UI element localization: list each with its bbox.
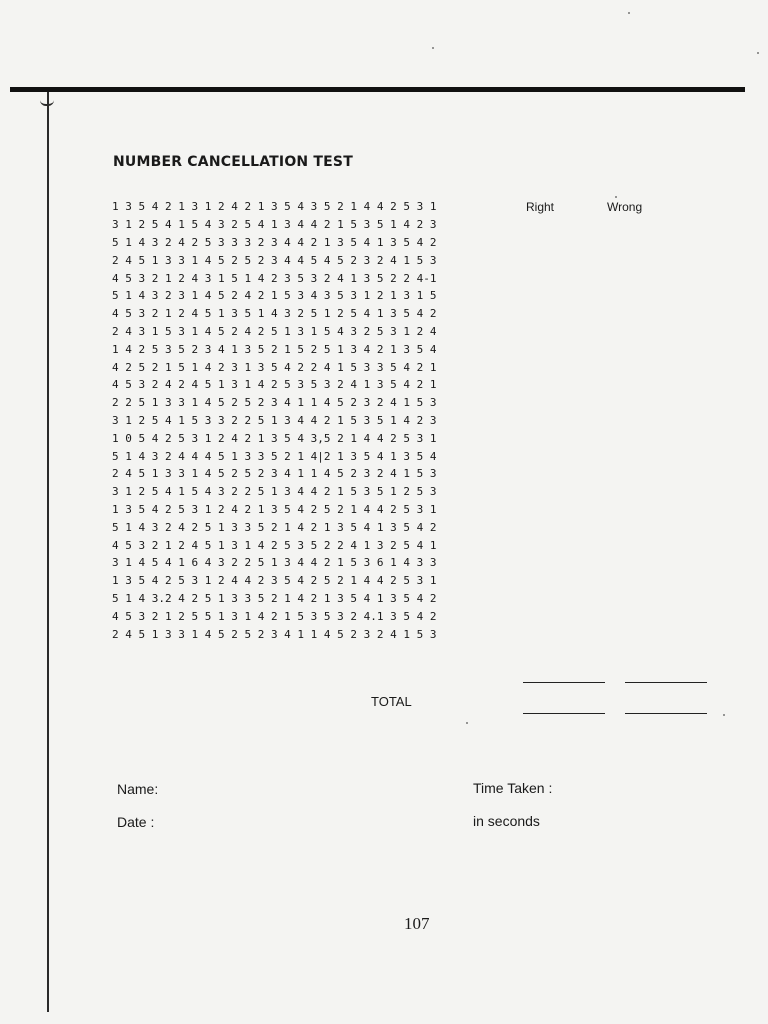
grid-row: 5 1 4 3 2 4 4 4 5 1 3 3 5 2 1 4|2 1 3 5 4 1 3 5 4: [112, 449, 437, 463]
wrong-score-blank[interactable]: [625, 682, 707, 683]
grid-row: 4 5 3 2 1 2 4 5 1 3 1 4 2 5 3 5 2 2 4 1 3 2 5 4 1: [112, 538, 437, 552]
grid-row: 2 4 5 1 3 3 1 4 5 2 5 2 3 4 1 1 4 5 2 3 2 4 1 5 3: [112, 467, 437, 481]
grid-row: 2 2 5 1 3 3 1 4 5 2 5 2 3 4 1 1 4 5 2 3 2 4 1 5 3: [112, 396, 437, 410]
seconds-label: in seconds: [473, 813, 540, 829]
grid-row: 4 5 3 2 1 2 4 5 1 3 5 1 4 3 2 5 1 2 5 4 1 3 5 4 2: [112, 307, 437, 321]
page-number: 107: [404, 914, 430, 933]
scan-speck: [615, 196, 617, 198]
grid-row: 3 1 2 5 4 1 5 4 3 2 5 4 1 3 4 4 2 1 5 3 5 1 4 2 3: [112, 218, 437, 232]
top-rule: [10, 87, 745, 92]
left-margin-line: [47, 92, 49, 1012]
wrong-total-blank[interactable]: [625, 713, 707, 714]
grid-row: 4 5 3 2 1 2 4 3 1 5 1 4 2 3 5 3 2 4 1 3 5 2 2 4-1: [112, 271, 437, 285]
scan-speck: [757, 52, 759, 54]
page-title: NUMBER CANCELLATION TEST: [113, 154, 353, 170]
date-label: Date :: [117, 814, 155, 830]
grid-row: 2 4 3 1 5 3 1 4 5 2 4 2 5 1 3 1 5 4 3 2 5 3 1 2 4: [112, 324, 437, 338]
right-score-blank[interactable]: [523, 682, 605, 683]
grid-row: 2 4 5 1 3 3 1 4 5 2 5 2 3 4 1 1 4 5 2 3 2 4 1 5 3: [112, 627, 437, 641]
scan-speck: [432, 47, 434, 49]
grid-row: 1 0 5 4 2 5 3 1 2 4 2 1 3 5 4 3,5 2 1 4 4 2 5 3 1: [112, 431, 437, 445]
grid-row: 4 2 5 2 1 5 1 4 2 3 1 3 5 4 2 2 4 1 5 3 3 5 4 2 1: [112, 360, 437, 374]
grid-row: 4 5 3 2 4 2 4 5 1 3 1 4 2 5 3 5 3 2 4 1 3 5 4 2 1: [112, 378, 437, 392]
grid-row: 2 4 5 1 3 3 1 4 5 2 5 2 3 4 4 5 4 5 2 3 2 4 1 5 3: [112, 253, 437, 267]
grid-row: 5 1 4 3.2 4 2 5 1 3 3 5 2 1 4 2 1 3 5 4 1 3 5 4 2: [112, 591, 437, 605]
right-total-blank[interactable]: [523, 713, 605, 714]
grid-row: 1 4 2 5 3 5 2 3 4 1 3 5 2 1 5 2 5 1 3 4 2 1 3 5 4: [112, 342, 437, 356]
total-label: TOTAL: [371, 694, 412, 709]
grid-row: 3 1 4 5 4 1 6 4 3 2 2 5 1 3 4 4 2 1 5 3 6 1 4 3 3: [112, 556, 437, 570]
grid-row: 5 1 4 3 2 3 1 4 5 2 4 2 1 5 3 4 3 5 3 1 2 1 3 1 5: [112, 289, 437, 303]
number-grid: [112, 198, 512, 643]
grid-row: 3 1 2 5 4 1 5 4 3 2 2 5 1 3 4 4 2 1 5 3 5 1 2 5 3: [112, 485, 437, 499]
scan-speck: [723, 714, 725, 716]
grid-row: 5 1 4 3 2 4 2 5 3 3 3 2 3 4 4 2 1 3 5 4 1 3 5 4 2: [112, 235, 437, 249]
grid-row: 1 3 5 4 2 5 3 1 2 4 4 2 3 5 4 2 5 2 1 4 4 2 5 3 1: [112, 574, 437, 588]
time-taken-label: Time Taken :: [473, 780, 553, 796]
scan-speck: [466, 722, 468, 724]
name-label: Name:: [117, 781, 159, 797]
scan-speck: [628, 12, 630, 14]
wrong-column-header: Wrong: [607, 200, 643, 214]
grid-row: 5 1 4 3 2 4 2 5 1 3 3 5 2 1 4 2 1 3 5 4 1 3 5 4 2: [112, 520, 437, 534]
grid-row: 1 3 5 4 2 1 3 1 2 4 2 1 3 5 4 3 5 2 1 4 4 2 5 3 1: [112, 200, 437, 214]
grid-row: 1 3 5 4 2 5 3 1 2 4 2 1 3 5 4 2 5 2 1 4 4 2 5 3 1: [112, 502, 437, 516]
right-column-header: Right: [526, 200, 555, 214]
grid-row: 4 5 3 2 1 2 5 5 1 3 1 4 2 1 5 3 5 3 2 4.1 3 5 4 2: [112, 609, 437, 623]
grid-row: 3 1 2 5 4 1 5 3 3 2 2 5 1 3 4 4 2 1 5 3 5 1 4 2 3: [112, 413, 437, 427]
